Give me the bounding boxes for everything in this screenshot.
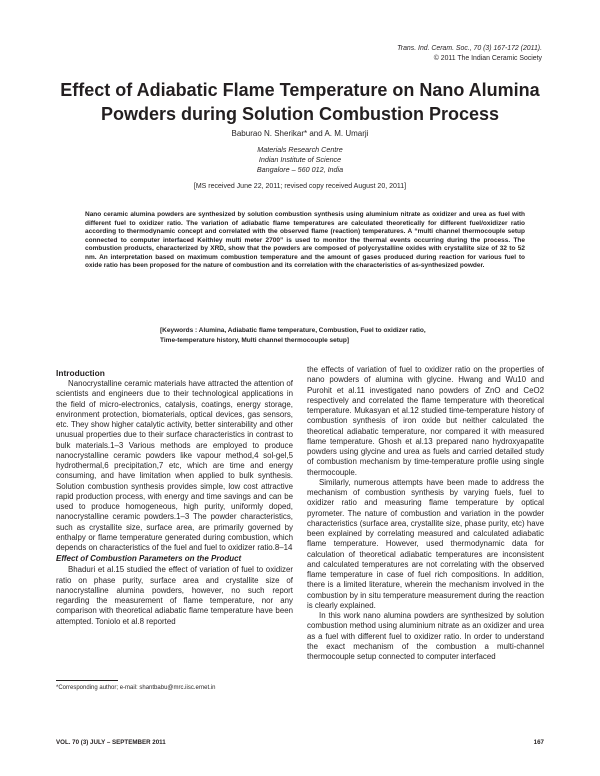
footer-issue: VOL. 70 (3) JULY – SEPTEMBER 2011 — [56, 739, 166, 746]
affiliation — [40, 145, 560, 175]
affiliation-line: Materials Research Centre — [257, 145, 343, 154]
journal-citation — [262, 44, 542, 64]
left-column — [56, 367, 293, 627]
page-number: 167 — [533, 739, 544, 746]
subsection-heading-combustion-parameters: Effect of Combustion Parameters on the Product — [56, 554, 242, 564]
affiliation-line: Indian Institute of Science — [258, 155, 342, 164]
corresponding-author-footnote: *Corresponding author; e-mail: shantbabu@mrc.iisc.ernet.in — [56, 685, 216, 691]
keywords-line-1: [Keywords : Alumina, Adiabatic flame temperature, Combustion, Fuel to oxidizer ratio, — [160, 327, 426, 334]
affiliation-line: Bangalore – 560 012, India — [256, 165, 344, 174]
title-line-2: Powders during Solution Combustion Process — [100, 104, 500, 124]
keywords-line-2: Time-temperature history, Multi channel thermocouple setup] — [160, 336, 350, 344]
body-paragraph: In this work nano alumina powders are synthesized by solution combustion method using aluminium nitrate as an oxidizer and urea as a fuel with different fuel to oxidizer ratio. In order to understand the exact mechanism of the combustion a multi-channel thermocouple setup connected to computer interfaced — [307, 611, 544, 661]
journal-reference: Trans. Ind. Ceram. Soc., 70 (3) 167-172 (2011). — [397, 45, 542, 52]
combustion-parameters-paragraph: Bhaduri et al.15 studied the effect of variation of fuel to oxidizer ratio on phase purity, surface area and crystallite size of nanocrystalline alumina powders, however, no such report regarding the measurement of flame temperature, nor any comparison with theoretical adiabatic flame temperature have been attempted. Toniolo et al.8 reported — [56, 565, 293, 626]
introduction-paragraph: Nanocrystalline ceramic materials have attracted the attention of scientists and engineers due to their technological applications in the field of micro-electronics, catalysis, coatings, energy storage, environment protection, biomaterials, optical devices, gas sensors, etc. They show higher catalytic activity, better sinterability and other unusual properties due to their surface characteristics in contrast to bulk materials.1–3 Various methods are employed to produce nanocrystalline ceramic powders like vapour method,4 sol-gel,5 hydrothermal,6 precipitation,7 etc, which are time and energy consuming, and have limitation when applied to bulk synthesis. Solution combustion synthesis provides simple, low cost attractive rapid production process, with energy and time savings and can be used to produce homogeneous, high purity, uniformly doped, nanocrystalline ceramic powders.1–3 The powder characteristics, such as crystallite size, surface area, are primarily governed by enthalpy or flame temperature generated during combustion, which depends on characteristics of the fuel and fuel to oxidizer ratio.8–14 — [56, 379, 293, 552]
keywords — [160, 326, 460, 345]
author-list: Baburao N. Sherikar* and A. M. Umarji — [231, 129, 369, 138]
right-column — [307, 365, 544, 662]
copyright-line: © 2011 The Indian Ceramic Society — [433, 55, 542, 62]
body-paragraph: Similarly, numerous attempts have been made to address the mechanism of combustion synthesis by varying fuels, fuel to oxidizer ratio and measuring flame temperature by optical pyrometer. The nature of combustion and variation in the powder characteristics (surface area, crystallite size, phase purity, etc) have been explained by correlating measured and calculated adiabatic flame temperature. However, used thermodynamic data for calculation of theoretical adiabatic temperatures are inconsistent and calculated temperatures are not correlating with the observed flame temperature in case of fuel rich compositions. In addition, there is a limited literature, wherein the mechanism involved in the combustion by in situ temperature measurement during the reaction is clearly explained. — [307, 477, 544, 610]
title-line-1: Effect of Adiabatic Flame Temperature on Nano Alumina — [60, 80, 540, 100]
received-dates: [MS received June 22, 2011; revised copy received August 20, 2011] — [193, 183, 407, 190]
section-heading-introduction: Introduction — [56, 368, 105, 378]
body-paragraph: the effects of variation of fuel to oxidizer ratio on the properties of nano powders of alumina with glycine. Hwang and Wu10 and Purohit et al.11 investigated nano powders of ZnO and CeO2 respectively and correlated the flame temperature with theoretical temperature. Mukasyan et al.12 studied time-temperature history of combustion synthesis of iron oxide but neither calculated the theoretical adiabatic temperature, nor compared it with measured flame temperature. Ghosh et al.13 prepared nano hydroxyapatite powders using glycine and urea as fuels and carried detailed study of combustion mechanism by time-temperature profile using single thermocouple. — [307, 365, 544, 477]
paper-title — [40, 78, 560, 126]
abstract: Nano ceramic alumina powders are synthesized by solution combustion synthesis using aluminium nitrate as oxidizer and urea as fuel with different fuel to oxidizer ratio. The variation of adiabatic flame temperatures are calculated theoretically for different fuel/oxidizer ratio according to thermodynamic concept and correlated with the observed flame (reaction) temperatures. A “multi channel thermocouple setup connected to computer interfaced Keithley multi meter 2700” is used to monitor the thermal events occurring during the process. The combustion products, characterized by XRD, show that the powders are composed of polycrystalline oxides with crystallite size of 32 to 52 nm. An interpretation based on maximum combustion temperature and the amount of gases produced during reaction for various fuel to oxide ratio has been proposed for the nature of combustion and its correlation with the characteristics of as-synthesized powder. — [85, 211, 525, 269]
footnote-divider — [56, 680, 118, 681]
